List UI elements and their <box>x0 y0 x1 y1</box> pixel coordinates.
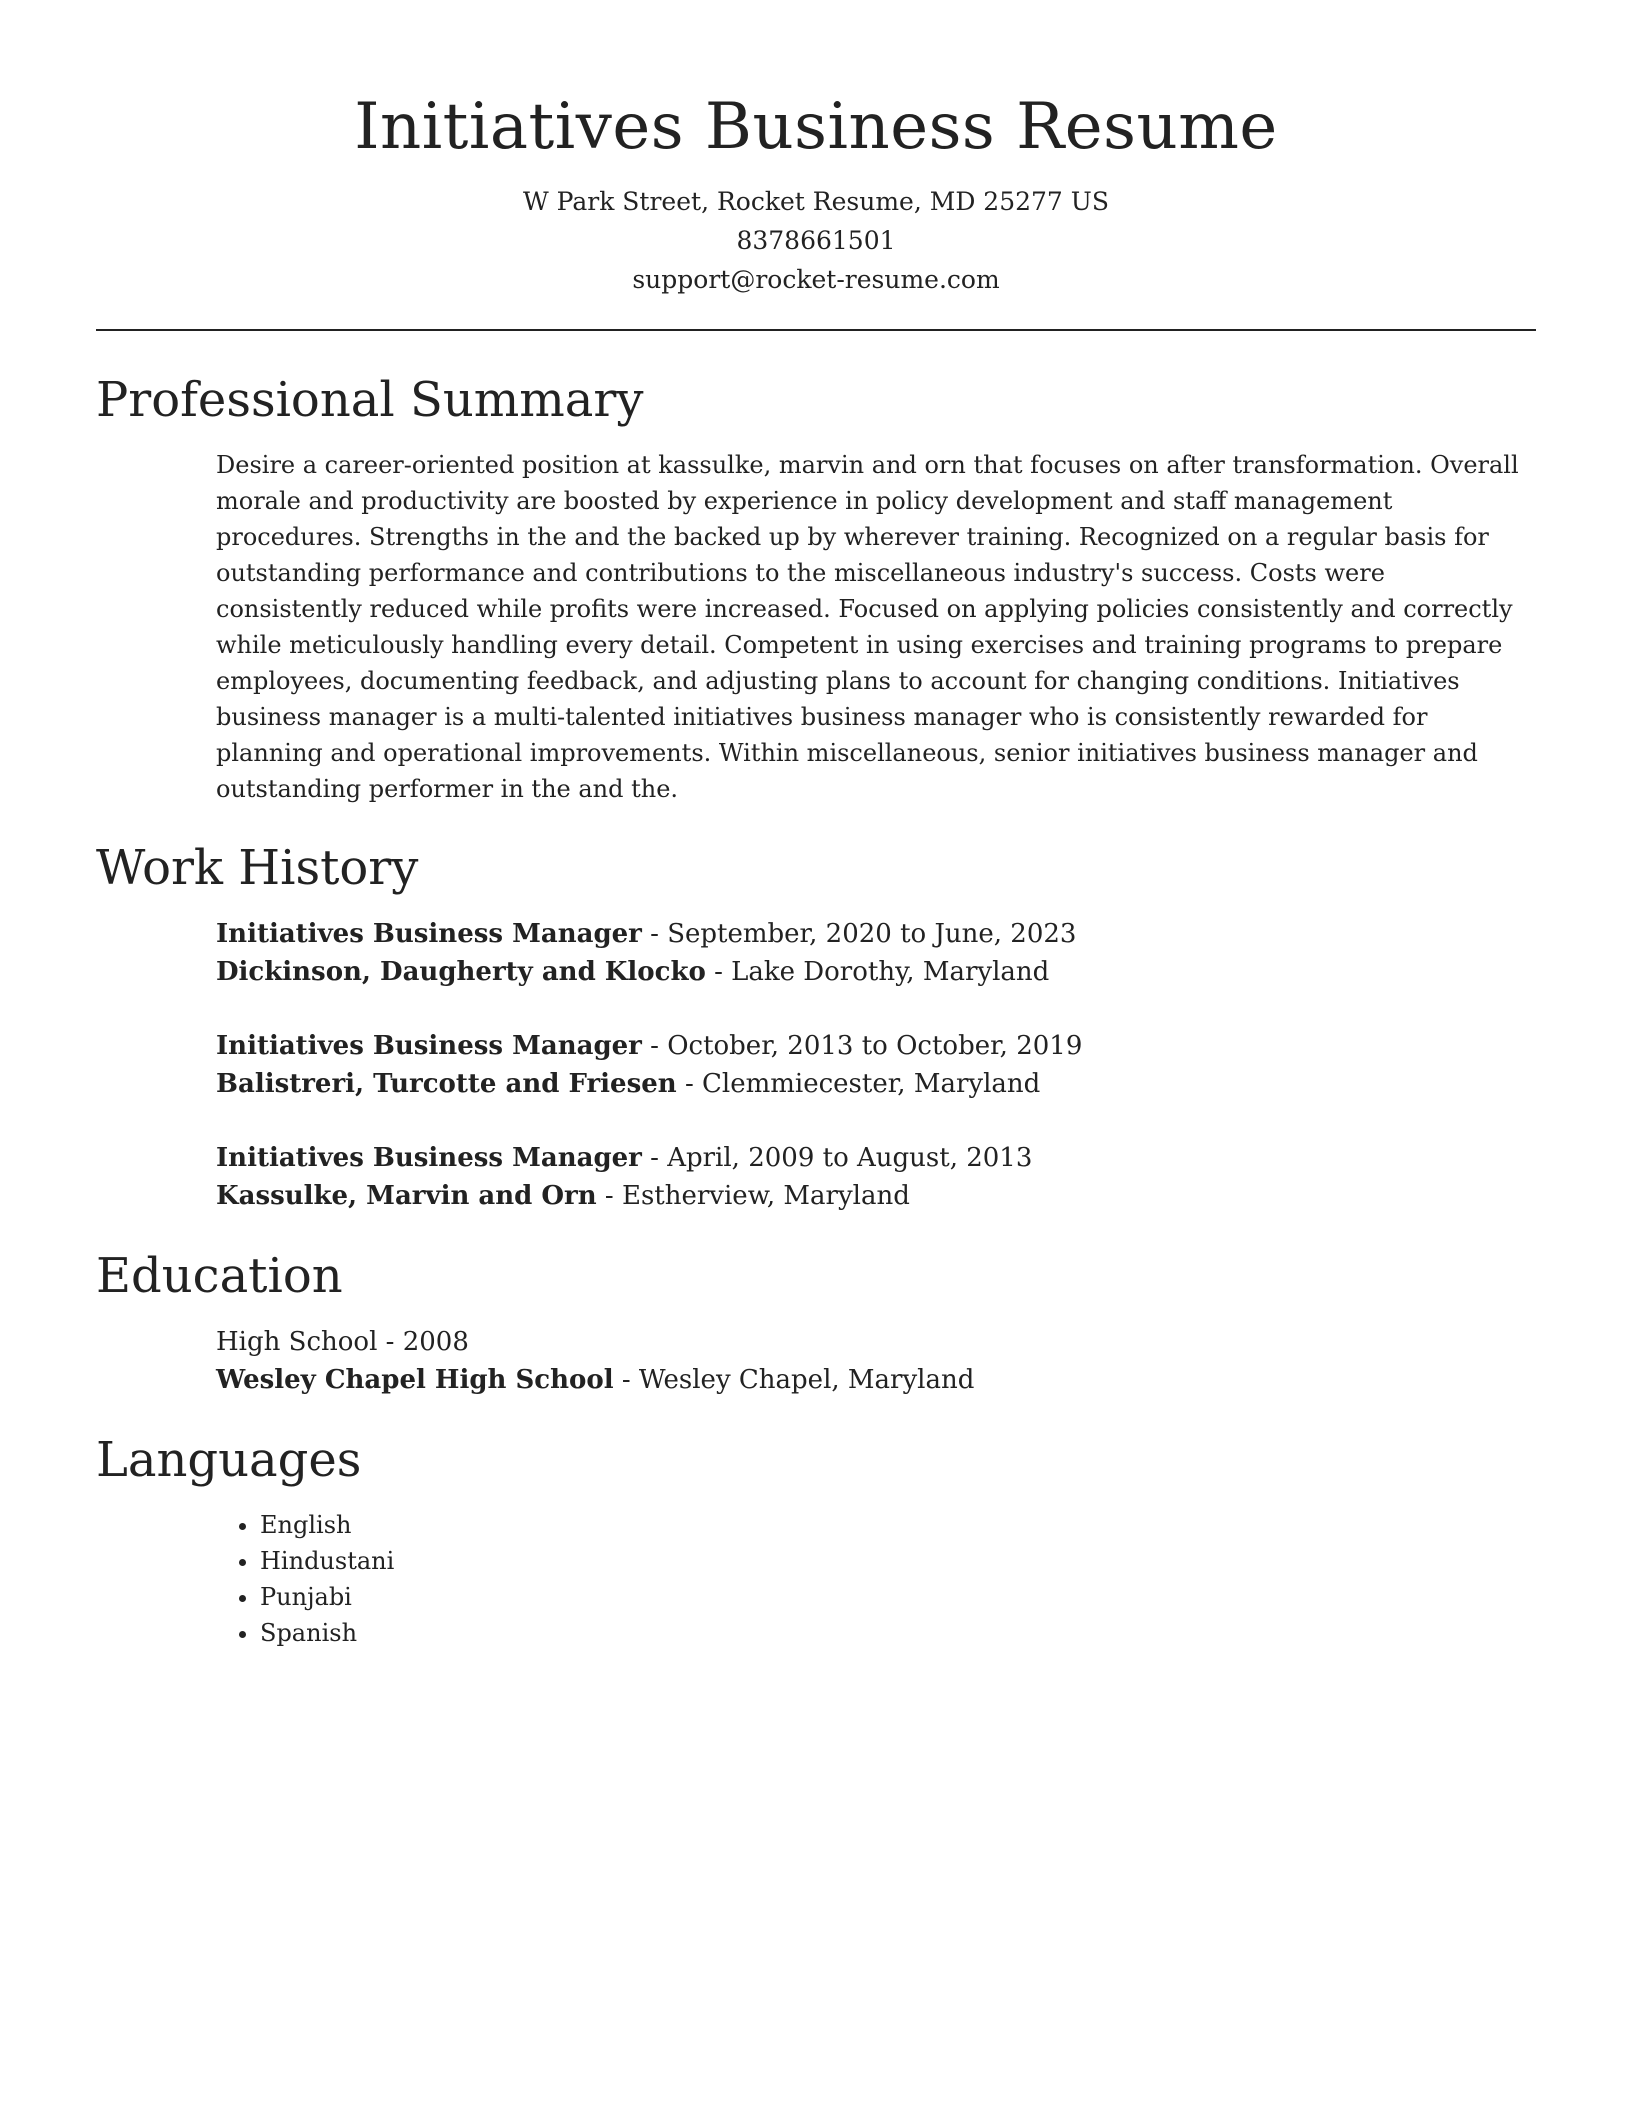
education-school-line <box>216 1361 1536 1399</box>
work-history-heading: Work History <box>96 840 419 896</box>
job-company-line <box>216 1065 1536 1103</box>
job-location: - Estherview, Maryland <box>596 1181 910 1211</box>
languages-heading: Languages <box>96 1432 362 1488</box>
education-school: Wesley Chapel High School <box>216 1365 614 1395</box>
work-history-section <box>96 807 1536 1215</box>
job-title-line <box>216 1027 1536 1065</box>
education-location: - Wesley Chapel, Maryland <box>613 1365 975 1395</box>
job-company: Balistreri, Turcotte and Friesen <box>216 1069 677 1099</box>
job-entry <box>216 915 1536 991</box>
job-dates: - April, 2009 to August, 2013 <box>641 1143 1033 1173</box>
job-role: Initiatives Business Manager <box>216 1031 642 1061</box>
summary-section <box>96 331 1536 807</box>
job-entry <box>216 1139 1536 1215</box>
education-year: - 2008 <box>377 1327 469 1357</box>
education-degree: High School <box>216 1327 378 1357</box>
languages-list <box>216 1507 1536 1651</box>
language-item: • Hindustani <box>260 1543 1536 1579</box>
language-item: • English <box>260 1507 1536 1543</box>
language-item: • Spanish <box>260 1615 1536 1651</box>
job-dates: - September, 2020 to June, 2023 <box>641 919 1077 949</box>
contact-phone: 8378661501 <box>736 226 896 255</box>
job-company-line <box>216 953 1536 991</box>
education-heading: Education <box>96 1248 343 1304</box>
contact-block <box>96 182 1536 299</box>
languages-body <box>96 1507 1536 1651</box>
job-company: Kassulke, Marvin and Orn <box>216 1181 597 1211</box>
work-history-body <box>96 915 1536 1215</box>
languages-section <box>96 1399 1536 1651</box>
job-company-line <box>216 1177 1536 1215</box>
summary-heading: Professional Summary <box>96 372 644 428</box>
education-section <box>96 1215 1536 1399</box>
summary-body <box>96 447 1536 807</box>
contact-email[interactable]: support@rocket-resume.com <box>632 265 1000 294</box>
resume-title: Initiatives Business Resume <box>354 90 1278 164</box>
summary-text: Desire a career-oriented position at kassulke, marvin and orn that focuses on after transformation. Overall morale and productivity are boosted by experience in policy development and staff management procedures. Strengths in the and the backed up by wherever training. Recognized on a regular basis for outstanding performance and contributions to the miscellaneous industry's success. Costs were consistently reduced while profits were increased. Focused on applying policies consistently and correctly while meticulously handling every detail. Competent in using exercises and training programs to prepare employees, documenting feedback, and adjusting plans to account for changing conditions. Initiatives business manager is a multi-talented initiatives business manager who is consistently rewarded for planning and operational improvements. Within miscellaneous, senior initiatives business manager and outstanding performer in the and the. <box>216 451 1519 803</box>
job-location: - Lake Dorothy, Maryland <box>705 957 1050 987</box>
job-role: Initiatives Business Manager <box>216 919 642 949</box>
language-item: • Punjabi <box>260 1579 1536 1615</box>
education-body <box>96 1323 1536 1399</box>
education-degree-line <box>216 1323 1536 1361</box>
job-company: Dickinson, Daugherty and Klocko <box>216 957 706 987</box>
job-location: - Clemmiecester, Maryland <box>676 1069 1041 1099</box>
contact-address: W Park Street, Rocket Resume, MD 25277 US <box>523 187 1109 216</box>
job-title-line <box>216 915 1536 953</box>
job-role: Initiatives Business Manager <box>216 1143 642 1173</box>
job-entry <box>216 1027 1536 1103</box>
resume-header <box>96 0 1536 299</box>
job-dates: - October, 2013 to October, 2019 <box>641 1031 1083 1061</box>
job-title-line <box>216 1139 1536 1177</box>
